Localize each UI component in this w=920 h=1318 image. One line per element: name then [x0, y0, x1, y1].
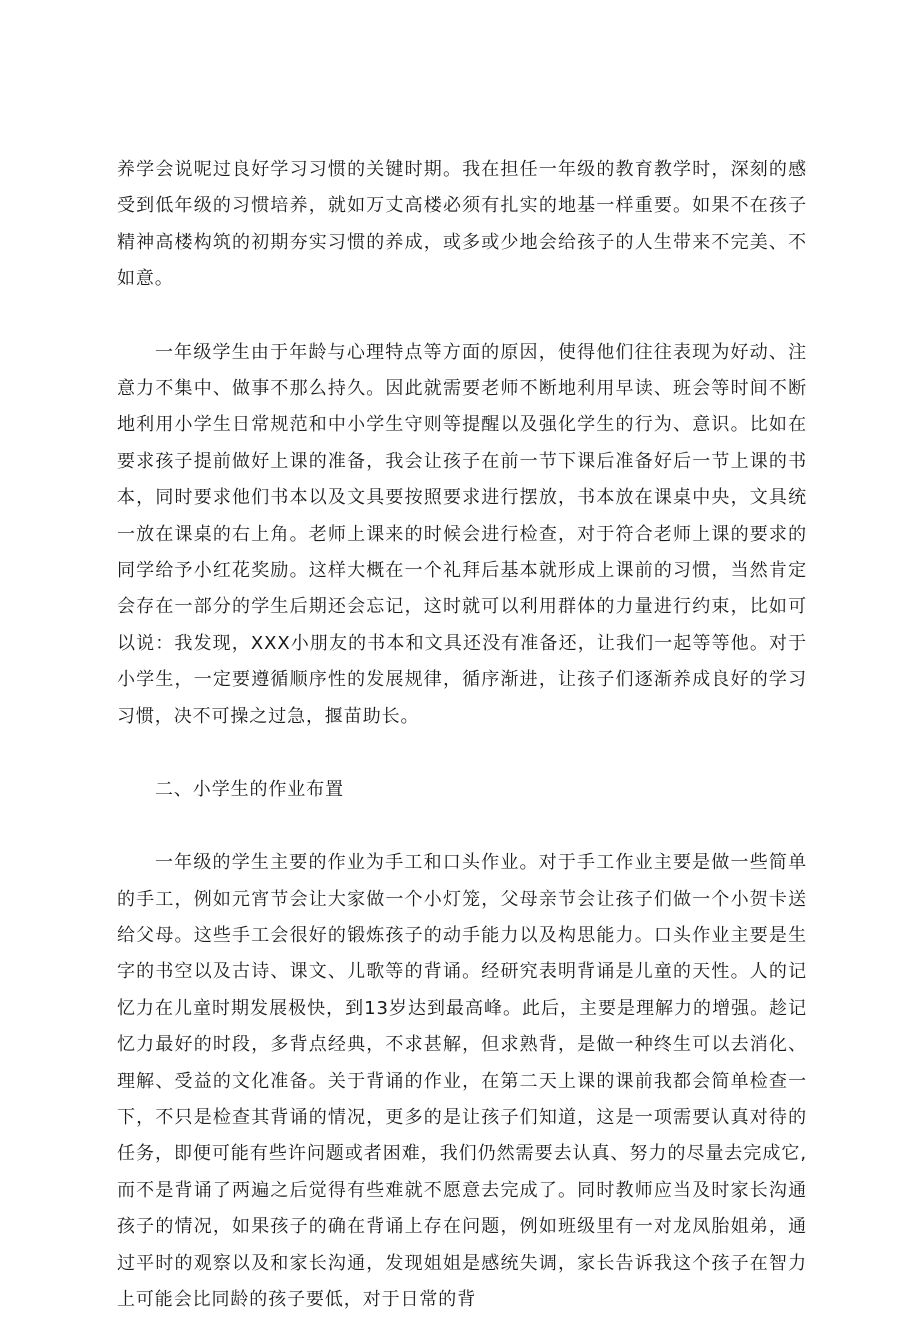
paragraph-gap	[117, 298, 807, 335]
document-body	[117, 152, 807, 1318]
paragraph-homework-types: 一年级的学生主要的作业为手工和口头作业。对于手工作业主要是做一些简单的手工，例如元宵节会让大家做一个小灯笼，父母亲节会让孩子们做一个小贺卡送给父母。这些手工会很好的锻炼孩子的动手能力以及构思能力。口头作业主要是生字的书空以及古诗、课文、儿歌等的背诵。经研究表明背诵是儿童的天性。人的记忆力在儿童时期发展极快，到13岁达到最高峰。此后，主要是理解力的增强。趁记忆力最好的时段，多背点经典，不求甚解，但求熟背，是做一种终生可以去消化、理解、受益的文化准备。关于背诵的作业，在第二天上课的课前我都会简单检查一下，不只是检查其背诵的情况，更多的是让孩子们知道，这是一项需要认真对待的任务，即便可能有些许问题或者困难，我们仍然需要去认真、努力的尽量去完成它,而不是背诵了两遍之后觉得有些难就不愿意去完成了。同时教师应当及时家长沟通孩子的情况，如果孩子的确在背诵上存在问题，例如班级里有一对龙凤胎姐弟，通过平时的观察以及和家长沟通，发现姐姐是感统失调，家长告诉我这个孩子在智力上可能会比同龄的孩子要低，对于日常的背	[117, 852, 807, 1310]
paragraph-gap	[117, 808, 807, 845]
paragraph-first-grade-habits: 一年级学生由于年龄与心理特点等方面的原因，使得他们往往表现为好动、注意力不集中、做事不那么持久。因此就需要老师不断地利用早读、班会等时间不断地利用小学生日常规范和中小学生守则等提醒以及强化学生的行为、意识。比如在要求孩子提前做好上课的准备，我会让孩子在前一节下课后准备好后一节上课的书本，同时要求他们书本以及文具要按照要求进行摆放，书本放在课桌中央，文具统一放在课桌的右上角。老师上课来的时候会进行检查，对于符合老师上课的要求的同学给予小红花奖励。这样大概在一个礼拜后基本就形成上课前的习惯，当然肯定会存在一部分的学生后期还会忘记，这时就可以利用群体的力量进行约束，比如可以说：我发现，XXX小朋友的书本和文具还没有准备还，让我们一起等等他。对于小学生，一定要遵循顺序性的发展规律，循序渐进，让孩子们逐渐养成良好的学习习惯，决不可操之过急，揠苗助长。	[117, 341, 807, 727]
paragraph-gap	[117, 735, 807, 772]
section-heading-homework: 二、小学生的作业布置	[155, 779, 344, 801]
paragraph-habit-period: 养学会说呢过良好学习习惯的关键时期。我在担任一年级的教育教学时，深刻的感受到低年级的习惯培养，就如万丈高楼必须有扎实的地基一样重要。如果不在孩子精神高楼构筑的初期夯实习惯的养成，或多或少地会给孩子的人生带来不完美、不如意。	[117, 159, 807, 290]
